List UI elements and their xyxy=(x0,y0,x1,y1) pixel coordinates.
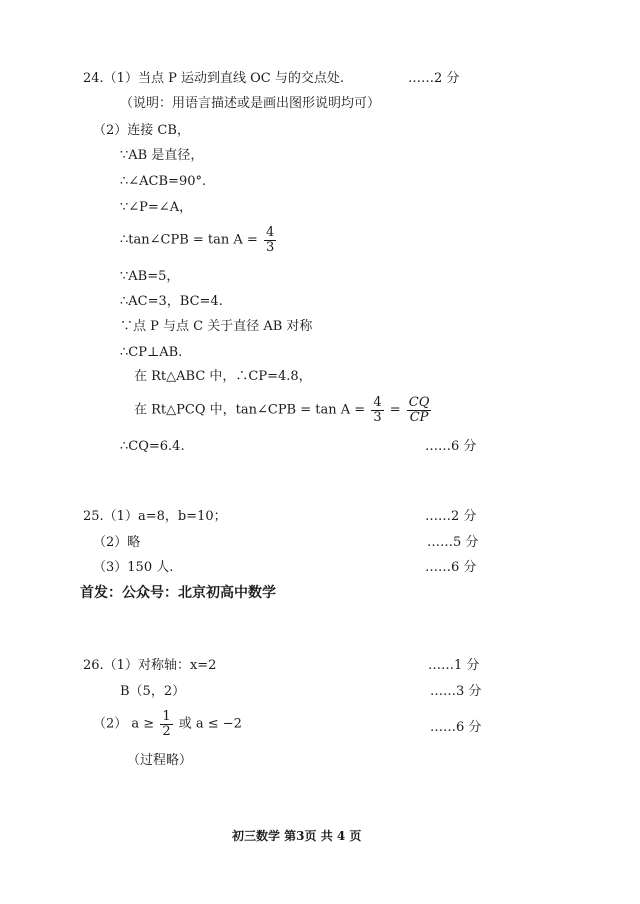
q26-part1: 26.（1）对称轴：x=2 xyxy=(83,658,217,673)
q24-step-2: ∴∠ACB=90°. xyxy=(120,174,207,189)
fraction-numerator: 4 xyxy=(373,395,382,410)
q25-part3-score: ……6 分 xyxy=(425,560,477,575)
fraction-denominator: 3 xyxy=(373,410,382,425)
publisher-banner: 首发：公众号：北京初高中数学 xyxy=(80,585,276,601)
q24-step-10-text: 在 Rt△PCQ 中，tan∠CPB = tan A = xyxy=(134,402,366,418)
q26-part2 xyxy=(93,710,242,739)
q26-point-b-score: ……3 分 xyxy=(430,684,482,699)
q26-point-b: B（5，2） xyxy=(120,684,186,699)
q24-step-6: ∴AC=3，BC=4. xyxy=(120,294,223,309)
q24-step-11: ∴CQ=6.4. xyxy=(120,439,185,454)
q26-part2-suffix: 或 a ≤ −2 xyxy=(178,716,242,732)
q24-step-9: 在 Rt△ABC 中，∴CP=4.8， xyxy=(134,369,312,384)
fraction-numerator: 4 xyxy=(265,225,275,240)
fraction-4-3 xyxy=(371,396,383,425)
q25-part2-score: ……5 分 xyxy=(427,535,479,550)
fraction-denominator: 3 xyxy=(265,240,275,255)
q24-step-1: ∵AB 是直径， xyxy=(120,148,204,163)
fraction-numerator: CQ xyxy=(408,395,430,410)
fraction-numerator: 1 xyxy=(162,709,171,724)
fraction-denominator: CP xyxy=(409,410,429,425)
equals-sign: = xyxy=(389,402,401,418)
q25-part1: 25.（1）a=8，b=10； xyxy=(83,509,227,524)
q24-part1: 24.（1）当点 P 运动到直线 OC 与的交点处. xyxy=(83,71,344,86)
q24-step-4 xyxy=(120,226,278,255)
q24-step-3: ∵∠P=∠A， xyxy=(120,200,193,215)
q26-part2-score: ……6 分 xyxy=(430,720,482,735)
q24-step-4-text: ∴tan∠CPB = tan A = xyxy=(120,232,258,248)
q25-part2: （2）略 xyxy=(93,535,141,550)
q25-part3: （3）150 人. xyxy=(93,560,174,575)
q26-part2-text: （2） a ≥ xyxy=(93,716,155,732)
q24-step-5: ∵AB=5， xyxy=(120,269,180,284)
fraction-denominator: 2 xyxy=(162,724,171,739)
fraction-1-2 xyxy=(160,710,172,739)
q24-step-8: ∴CP⊥AB. xyxy=(120,345,183,360)
q24-step-7: ∵点 P 与点 C 关于直径 AB 对称 xyxy=(120,319,313,334)
fraction-4-3 xyxy=(264,226,276,255)
q25-part1-score: ……2 分 xyxy=(425,509,477,524)
q24-part2: （2）连接 CB， xyxy=(93,123,190,138)
q24-step-11-score: ……6 分 xyxy=(425,439,477,454)
q24-part1-score: ……2 分 xyxy=(408,71,460,86)
fraction-cq-cp xyxy=(407,396,432,425)
q26-part1-score: ……1 分 xyxy=(428,658,480,673)
page-footer: 初三数学 第3页 共 4 页 xyxy=(232,829,362,843)
q26-part3: （过程略） xyxy=(127,753,193,768)
q24-note: （说明：用语言描述或是画出图形说明均可） xyxy=(120,96,381,111)
q24-step-10 xyxy=(134,396,433,425)
